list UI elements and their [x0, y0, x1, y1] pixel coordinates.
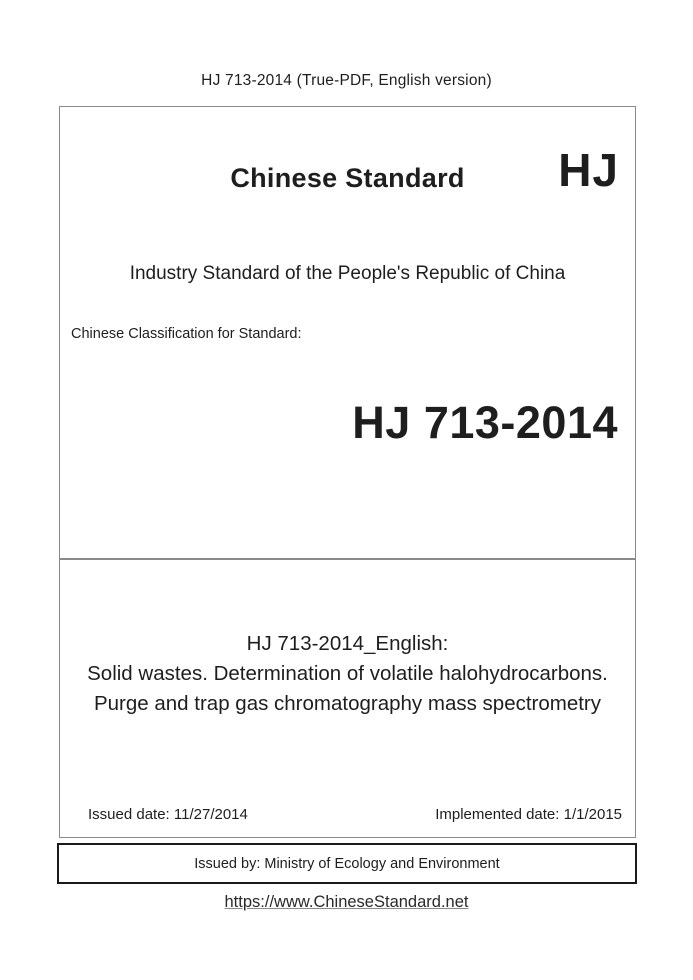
footer	[0, 893, 693, 912]
brand-title: Chinese Standard	[230, 163, 465, 193]
document-title-line2: Solid wastes. Determination of volatile halohydrocarbons.	[87, 662, 608, 685]
issued-by-text: Issued by: Ministry of Ecology and Environment	[194, 855, 500, 872]
standard-prefix-logo: HJ	[558, 144, 619, 196]
implemented-date: Implemented date: 1/1/2015	[435, 806, 622, 823]
issued-date: Issued date: 11/27/2014	[88, 806, 248, 823]
cover-title-section	[59, 559, 636, 838]
issuer-bar	[57, 843, 637, 884]
classification-label: Chinese Classification for Standard:	[71, 326, 302, 342]
standard-number: HJ 713-2014	[352, 397, 618, 448]
dates-row	[88, 806, 622, 823]
document-title	[60, 629, 635, 719]
document-title-line3: Purge and trap gas chromatography mass spectrometry	[93, 692, 602, 715]
cover-subtitle: Industry Standard of the People's Republic of China	[129, 263, 566, 284]
page-header-text: HJ 713-2014 (True-PDF, English version)	[201, 72, 492, 89]
cover-top-section	[59, 106, 636, 559]
website-link[interactable]: https://www.ChineseStandard.net	[224, 893, 469, 911]
document-title-line1: HJ 713-2014_English:	[246, 632, 449, 655]
